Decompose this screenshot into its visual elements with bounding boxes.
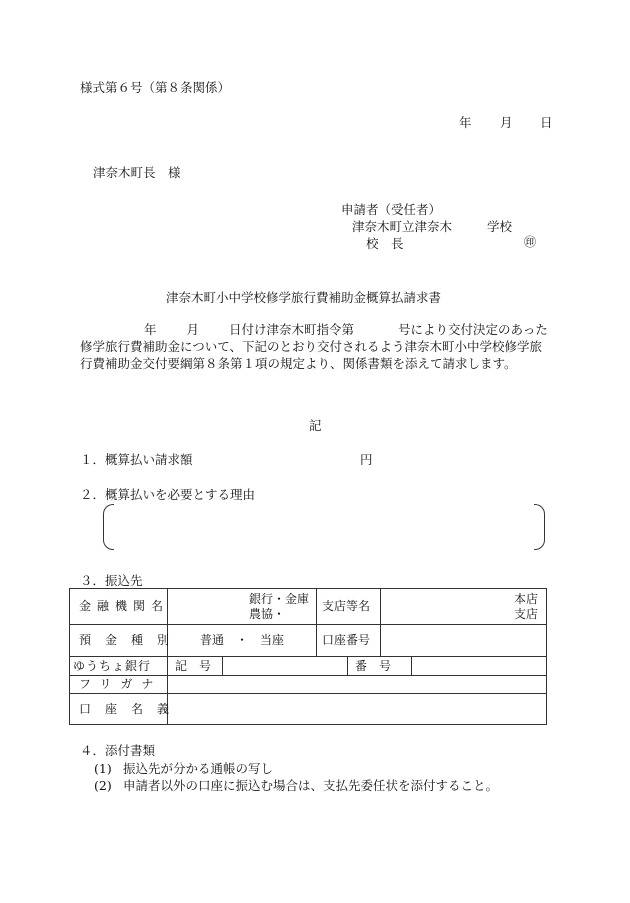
principal-label: 校 長 [366, 236, 404, 251]
col-divider-num-right [411, 656, 412, 675]
deposit-type-label: 預金種別 [79, 633, 184, 647]
bank-type-bottom: 農協・ [249, 607, 286, 621]
bank-name-label: 金融機関名 [79, 599, 170, 613]
addressee: 津奈木町長 様 [93, 165, 181, 180]
attachment-num-1: (1) [94, 761, 112, 776]
item3-label: ３．振込先 [80, 573, 143, 588]
body-number-part: 号により交付決定のあった修学旅行費補助金について、下記のとおり交付されるよう津奈木町小中学校修学旅行費補助金交付要綱第８条第１項の規定より、関係書類を添えて請求します。 [80, 322, 548, 371]
attachment-text-2: 申請者以外の口座に振込む場合は、支払先委任状を添付すること。 [123, 778, 499, 793]
body-day-part: 日付け津奈木町指令第 [229, 322, 355, 337]
seal-mark: ㊞ [524, 235, 537, 249]
col-divider-mid [316, 588, 317, 656]
item4-label: ４．添付書類 [80, 743, 156, 758]
item2-label: ２．概算払いを必要とする理由 [80, 487, 256, 502]
item1-label: １．概算払い請求額 [80, 452, 193, 467]
yucho-label: ゆうちょ銀行 [73, 659, 152, 673]
symbol-label: 記 号 [175, 659, 212, 673]
col-divider-num-left [347, 656, 348, 675]
date-day: 日 [540, 115, 553, 130]
date-year: 年 [459, 115, 472, 130]
reason-bracket-right [534, 504, 545, 550]
form-number: 様式第６号（第８条関係） [80, 80, 231, 95]
item1-unit: 円 [360, 452, 373, 467]
row-divider-1 [69, 624, 546, 625]
deposit-options: 普通 ・ 当座 [200, 633, 285, 647]
ki-heading: 記 [309, 418, 322, 433]
body-year: 年 [144, 322, 157, 337]
attachment-num-2: (2) [94, 778, 112, 793]
row-divider-2 [69, 656, 546, 657]
row-divider-4 [69, 693, 546, 694]
bank-type-top: 銀行・金庫 [249, 592, 310, 606]
row-divider-3 [69, 675, 546, 676]
branch-label: 支店等名 [322, 599, 371, 613]
school-suffix: 学校 [487, 219, 513, 234]
number-label: 番 号 [355, 659, 392, 673]
account-number-label: 口座番号 [322, 633, 371, 647]
document-title: 津奈木町小中学校修学旅行費補助金概算払請求書 [166, 290, 442, 305]
col-divider-symbol [222, 656, 223, 675]
furigana-label: フリガナ [79, 677, 163, 691]
applicant-label: 申請者（受任者） [341, 202, 442, 217]
account-name-label: 口座名義 [79, 702, 184, 716]
date-month: 月 [500, 115, 513, 130]
body-month: 月 [186, 322, 200, 337]
attachment-text-1: 振込先が分かる通帳の写し [123, 761, 274, 776]
body-paragraph [80, 321, 552, 372]
school-prefix: 津奈木町立津奈木 [352, 219, 453, 234]
reason-bracket-left [103, 504, 114, 550]
head-office: 本店 [514, 592, 539, 606]
col-divider-right [380, 588, 381, 656]
branch-office: 支店 [514, 607, 539, 621]
